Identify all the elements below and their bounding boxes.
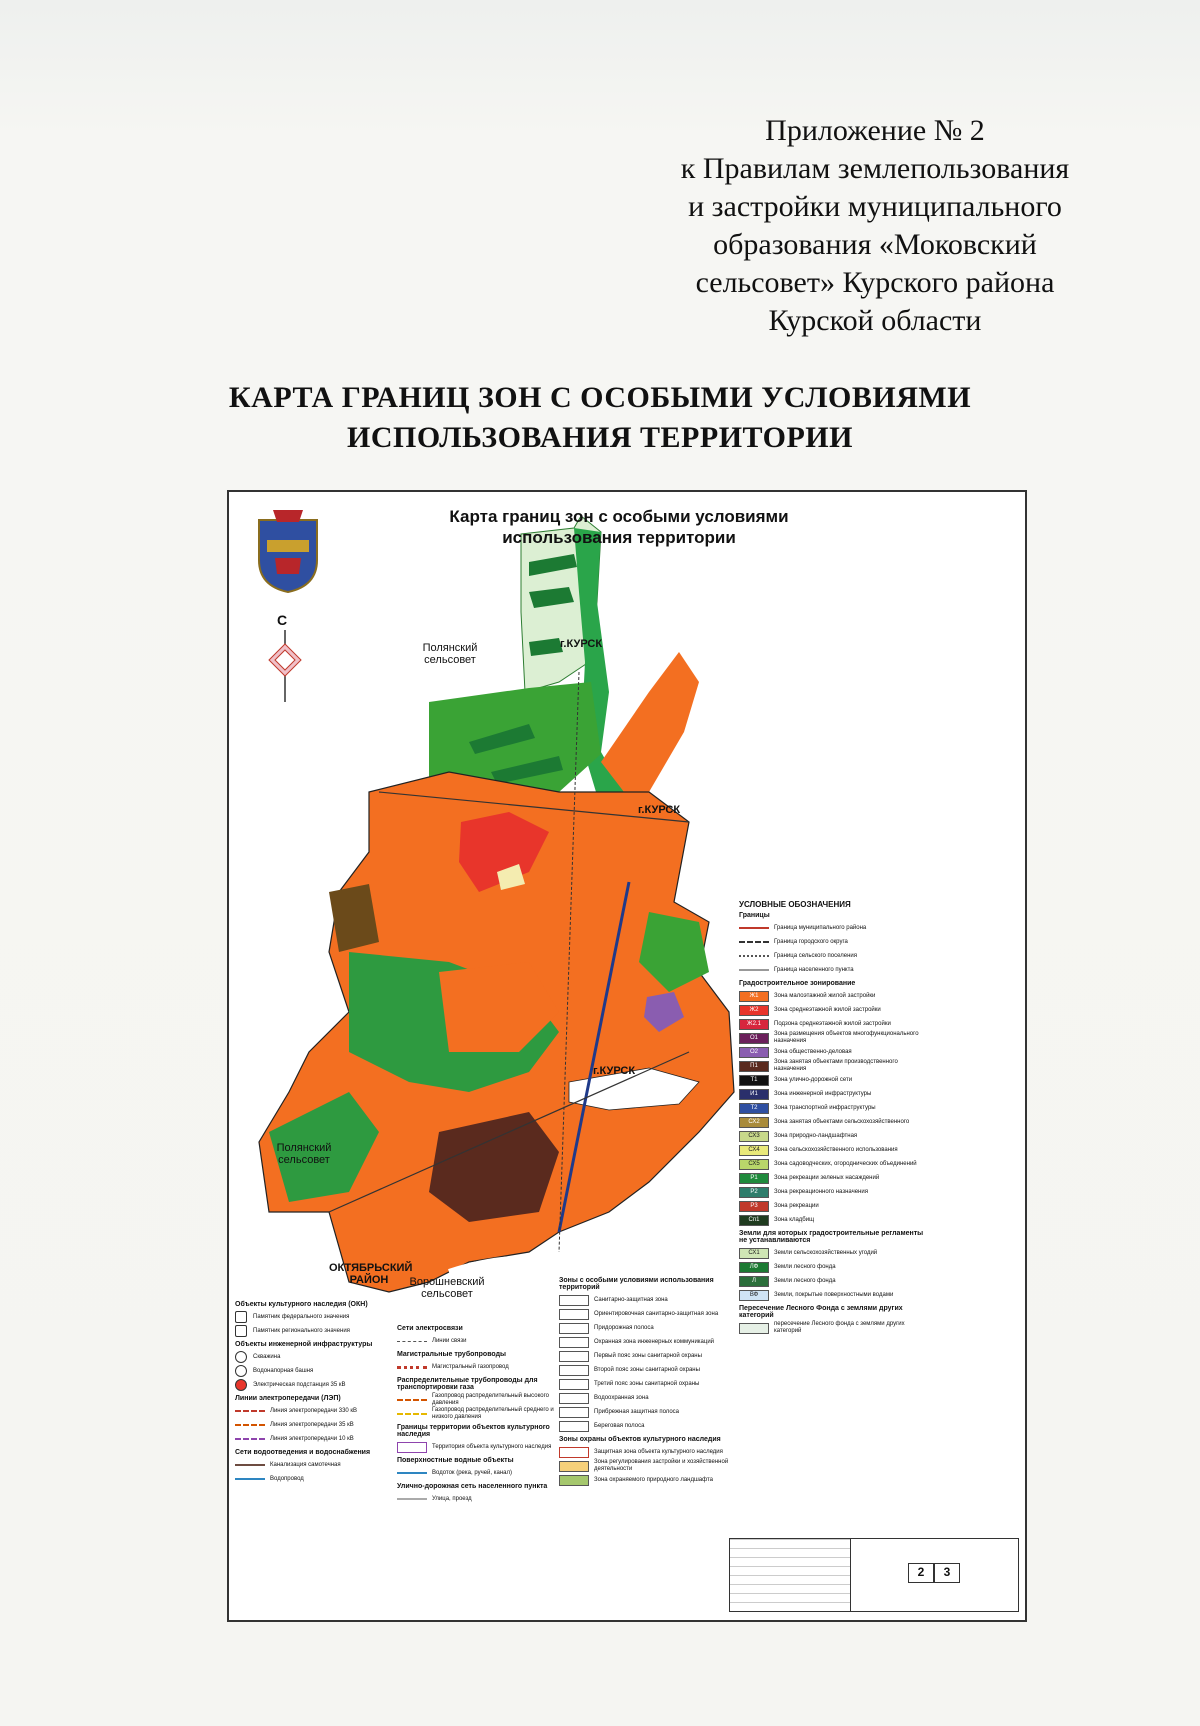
- legend-main: [739, 900, 929, 1335]
- legend-section-title: Зоны с особыми условиями использования территорий: [559, 1277, 714, 1291]
- legend-row: [739, 949, 929, 963]
- sheet-number: 2: [908, 1563, 934, 1583]
- legend-label: Газопровод распределительный среднего и низкого давления: [432, 1407, 554, 1420]
- legend-row: [235, 1364, 395, 1378]
- place-label: [407, 1276, 487, 1300]
- legend-swatch: Л: [739, 1276, 769, 1287]
- appendix-line: и застройки муниципального: [688, 190, 1062, 223]
- legend-section-title: Улично-дорожная сеть населенного пункта: [397, 1483, 548, 1490]
- legend-label: Скважина: [253, 1353, 281, 1360]
- legend-label: Граница населенного пункта: [774, 966, 854, 973]
- north-arrow: [257, 612, 313, 704]
- sheet-count: 3: [934, 1563, 960, 1583]
- legend-row: [397, 1407, 557, 1421]
- stamp-grid: [730, 1539, 851, 1611]
- legend-label: пересечение Лесного фонда с землями других категорий: [774, 1321, 905, 1334]
- zone-list: [739, 989, 929, 1227]
- legend-section-title: Пересечение Лесного Фонда с землями других категорий: [739, 1305, 903, 1319]
- legend-swatch: СХ1: [739, 1248, 769, 1259]
- legend-label: Линия электропередачи 330 кВ: [270, 1407, 358, 1414]
- legend-row: [739, 1288, 929, 1302]
- legend-row: [235, 1432, 395, 1446]
- legend-swatch: Р2: [739, 1187, 769, 1198]
- legend-label: Граница муниципального района: [774, 924, 867, 931]
- legend-section-title: Сети водоотведения и водоснабжения: [235, 1449, 371, 1456]
- north-letter: С: [277, 612, 288, 628]
- appendix-note: [640, 112, 1110, 340]
- legend-row: [559, 1321, 729, 1335]
- legend-label: Санитарно-защитная зона: [594, 1296, 668, 1303]
- place-label-line: Полянский: [422, 642, 478, 654]
- legend-swatch: Ж2: [739, 1005, 769, 1016]
- legend-swatch: П1: [739, 1061, 769, 1072]
- document-title-line: ИСПОЛЬЗОВАНИЯ ТЕРРИТОРИИ: [347, 421, 853, 454]
- legend-bottom-right: [559, 1274, 729, 1487]
- legend-label: Зона садоводческих, огороднических объединений: [774, 1160, 917, 1167]
- legend-label: Памятник регионального значения: [253, 1327, 350, 1334]
- legend-swatch: Ж2.1: [739, 1019, 769, 1030]
- legend-swatch: СХ4: [739, 1145, 769, 1156]
- monument-icon: [235, 1311, 247, 1323]
- legend-section-title: Объекты культурного наследия (ОКН): [235, 1301, 368, 1308]
- legend-row: [235, 1472, 395, 1486]
- place-label-line: Ворошневский: [409, 1276, 485, 1288]
- coat-of-arms-emblem: [253, 510, 323, 594]
- place-label: г.КУРСК: [559, 638, 603, 650]
- legend-swatch: [559, 1407, 589, 1418]
- legend-label: Зона охраняемого природного ландшафта: [594, 1476, 713, 1483]
- legend-label: Зона сельскохозяйственного использования: [774, 1146, 898, 1153]
- legend-row: [235, 1418, 395, 1432]
- legend-bottom-left: [235, 1298, 395, 1486]
- legend-section-title: Зоны охраны объектов культурного наследия: [559, 1436, 721, 1443]
- legend-row: [739, 1059, 929, 1073]
- legend-row: [397, 1393, 557, 1407]
- legend-row: [739, 1031, 929, 1045]
- legend-swatch: И1: [739, 1089, 769, 1100]
- legend-swatch: СХ3: [739, 1131, 769, 1142]
- legend-section-title: Сети электросвязи: [397, 1325, 463, 1332]
- legend-row: [739, 1185, 929, 1199]
- legend-row: [739, 1199, 929, 1213]
- legend-label: Зона природно-ландшафтная: [774, 1132, 858, 1139]
- legend-swatch: ВФ: [739, 1290, 769, 1301]
- legend-swatch: [559, 1295, 589, 1306]
- legend-row: [739, 1115, 929, 1129]
- legend-row: [235, 1324, 395, 1338]
- legend-row: [739, 1073, 929, 1087]
- appendix-line: образования «Моковский: [713, 228, 1037, 261]
- legend-row: [739, 1045, 929, 1059]
- place-label: [329, 1262, 413, 1286]
- legend-row: [739, 963, 929, 977]
- legend-swatch: [559, 1421, 589, 1432]
- legend-row: [559, 1349, 729, 1363]
- legend-row: [739, 921, 929, 935]
- place-label-line: сельсовет: [424, 654, 476, 666]
- legend-swatch: [559, 1323, 589, 1334]
- legend-row: [739, 1260, 929, 1274]
- legend-swatch: [559, 1447, 589, 1458]
- legend-label: Зона инженерной инфраструктуры: [774, 1090, 872, 1097]
- legend-label: Земли сельскохозяйственных угодий: [774, 1249, 878, 1256]
- legend-row: [739, 1129, 929, 1143]
- appendix-line: сельсовет» Курского района: [695, 266, 1055, 299]
- legend-row: [397, 1466, 557, 1480]
- legend-label: Первый пояс зоны санитарной охраны: [594, 1352, 702, 1359]
- map-sheet: [227, 490, 1027, 1622]
- legend-row: [559, 1459, 729, 1473]
- legend-row: [235, 1378, 395, 1392]
- compass-rose-icon: [257, 630, 313, 704]
- legend-section-title: Линии электропередачи (ЛЭП): [235, 1395, 341, 1402]
- legend-label: Зона занятая объектами сельскохозяйственного: [774, 1118, 910, 1125]
- legend-label: Зона рекреации зеленых насаждений: [774, 1174, 880, 1181]
- appendix-line: Приложение № 2: [765, 114, 985, 147]
- legend-title: УСЛОВНЫЕ ОБОЗНАЧЕНИЯ: [739, 900, 851, 909]
- legend-row: [397, 1360, 557, 1374]
- legend-section-title: Объекты инженерной инфраструктуры: [235, 1341, 373, 1348]
- legend-row: [559, 1405, 729, 1419]
- legend-row: [559, 1473, 729, 1487]
- place-label-line: ОКТЯБРЬСКИЙ: [329, 1262, 413, 1274]
- legend-label: Зона рекреационного назначения: [774, 1188, 868, 1195]
- place-label: г.КУРСК: [592, 1065, 636, 1077]
- legend-section-title: Поверхностные водные объекты: [397, 1457, 514, 1464]
- legend-row: [559, 1377, 729, 1391]
- legend-label: Зона регулирования застройки и хозяйственной деятельности: [594, 1459, 729, 1472]
- legend-row: [397, 1440, 557, 1454]
- legend-label: Зона среднеэтажной жилой застройки: [774, 1006, 881, 1013]
- legend-label: Водонапорная башня: [253, 1367, 314, 1374]
- legend-section-title: Границы: [739, 912, 770, 919]
- place-label: [269, 1142, 339, 1166]
- legend-label: Территория объекта культурного наследия: [432, 1443, 552, 1450]
- place-label-line: Полянский: [276, 1142, 332, 1154]
- legend-row: [739, 1213, 929, 1227]
- legend-swatch: [559, 1337, 589, 1348]
- legend-label: Прибрежная защитная полоса: [594, 1408, 680, 1415]
- legend-row: [739, 1101, 929, 1115]
- legend-label: Граница сельского поселения: [774, 952, 858, 959]
- legend-row: [739, 1087, 929, 1101]
- legend-label: Линии связи: [432, 1337, 467, 1344]
- legend-row: [739, 935, 929, 949]
- document-title: [120, 378, 1080, 458]
- legend-label: Зона малоэтажной жилой застройки: [774, 992, 876, 999]
- legend-label: Охранная зона инженерных коммуникаций: [594, 1338, 715, 1345]
- legend-swatch: [559, 1365, 589, 1376]
- map-title: [389, 506, 849, 548]
- legend-row: [739, 1157, 929, 1171]
- map-title-line: Карта границ зон с особыми условиями: [449, 507, 789, 526]
- legend-swatch: СХ2: [739, 1117, 769, 1128]
- legend-swatch: [559, 1379, 589, 1390]
- legend-row: [739, 1017, 929, 1031]
- legend-swatch: [559, 1351, 589, 1362]
- document-title-line: КАРТА ГРАНИЦ ЗОН С ОСОБЫМИ УСЛОВИЯМИ: [228, 381, 972, 414]
- appendix-line: к Правилам землепользования: [680, 152, 1070, 185]
- legend-swatch: О1: [739, 1033, 769, 1044]
- legend-swatch: [559, 1461, 589, 1472]
- legend-label: Линия электропередачи 35 кВ: [270, 1421, 354, 1428]
- legend-row: [559, 1293, 729, 1307]
- place-label-line: сельсовет: [278, 1154, 330, 1166]
- place-label-line: сельсовет: [421, 1288, 473, 1300]
- legend-label: Зона кладбищ: [774, 1216, 815, 1223]
- legend-section-title: Градостроительное зонирование: [739, 980, 856, 987]
- legend-label: Ориентировочная санитарно-защитная зона: [594, 1310, 719, 1317]
- legend-label: Водоохранная зона: [594, 1394, 649, 1401]
- legend-section-title: Границы территории объектов культурного наследия: [397, 1424, 550, 1438]
- legend-swatch: СХ5: [739, 1159, 769, 1170]
- legend-swatch: Р3: [739, 1201, 769, 1212]
- legend-row: [235, 1310, 395, 1324]
- legend-swatch: [559, 1309, 589, 1320]
- legend-label: Памятник федерального значения: [253, 1313, 350, 1320]
- legend-label: Земли, покрытые поверхностными водами: [774, 1291, 894, 1298]
- legend-label: Линия электропередачи 10 кВ: [270, 1435, 354, 1442]
- well-icon: [235, 1351, 247, 1363]
- legend-swatch: [559, 1393, 589, 1404]
- legend-row: [397, 1334, 557, 1348]
- legend-label: Магистральный газопровод: [432, 1363, 509, 1370]
- legend-label: Зона размещения объектов многофункционального назначения: [774, 1031, 919, 1044]
- title-block-stamp: [729, 1538, 1019, 1612]
- legend-section-title: Распределительные трубопроводы для транспортировки газа: [397, 1377, 538, 1391]
- legend-label: Земли лесного фонда: [774, 1277, 836, 1284]
- legend-row: [559, 1335, 729, 1349]
- legend-swatch: Т2: [739, 1103, 769, 1114]
- legend-row: [739, 1003, 929, 1017]
- place-label: г.КУРСК: [637, 804, 681, 816]
- legend-label: Граница городского округа: [774, 938, 848, 945]
- legend-row: [739, 989, 929, 1003]
- legend-label: Защитная зона объекта культурного наследия: [594, 1448, 723, 1455]
- legend-label: Береговая полоса: [594, 1422, 645, 1429]
- legend-row: [739, 1143, 929, 1157]
- legend-label: Третий пояс зоны санитарной охраны: [594, 1380, 700, 1387]
- legend-swatch: [559, 1475, 589, 1486]
- legend-swatch: Сп1: [739, 1215, 769, 1226]
- legend-row: [739, 1246, 929, 1260]
- legend-row: [235, 1350, 395, 1364]
- legend-label: Газопровод распределительный высокого давления: [432, 1393, 549, 1406]
- monument-icon: [235, 1325, 247, 1337]
- legend-label: Зона общественно-деловая: [774, 1048, 852, 1055]
- legend-row: [739, 1321, 929, 1335]
- map-title-line: использования территории: [502, 528, 736, 547]
- legend-row: [559, 1363, 729, 1377]
- legend-label: Земли лесного фонда: [774, 1263, 836, 1270]
- substation-icon: [235, 1379, 247, 1391]
- legend-label: Улица, проезд: [432, 1495, 472, 1502]
- northeast-residential: [601, 652, 699, 792]
- appendix-line: Курской области: [768, 304, 982, 337]
- water-tower-icon: [235, 1365, 247, 1377]
- legend-section-title: Магистральные трубопроводы: [397, 1351, 507, 1358]
- legend-swatch: Ж1: [739, 991, 769, 1002]
- special-zone-list: [559, 1293, 729, 1433]
- legend-row: [559, 1419, 729, 1433]
- legend-section-title: Земли для которых градостроительные регламенты не устанавливаются: [739, 1230, 924, 1244]
- legend-swatch: [397, 1442, 427, 1453]
- legend-swatch: Р1: [739, 1173, 769, 1184]
- legend-row: [559, 1445, 729, 1459]
- legend-row: [559, 1307, 729, 1321]
- legend-label: Водопровод: [270, 1475, 304, 1482]
- legend-swatch: [739, 1323, 769, 1334]
- legend-swatch: Т1: [739, 1075, 769, 1086]
- legend-label: Электрическая подстанция 35 кВ: [253, 1381, 346, 1388]
- legend-row: [235, 1458, 395, 1472]
- legend-row: [397, 1492, 557, 1506]
- legend-label: Канализация самотечная: [270, 1461, 341, 1468]
- legend-label: Второй пояс зоны санитарной охраны: [594, 1366, 700, 1373]
- legend-label: Подзона среднеэтажной жилой застройки: [774, 1020, 891, 1027]
- legend-label: Водоток (река, ручей, канал): [432, 1469, 512, 1476]
- place-label: [415, 642, 485, 666]
- legend-swatch: ЛФ: [739, 1262, 769, 1273]
- legend-label: Зона улично-дорожной сети: [774, 1076, 853, 1083]
- place-label-line: РАЙОН: [349, 1274, 389, 1286]
- legend-row: [235, 1404, 395, 1418]
- legend-bottom-mid: [397, 1322, 557, 1506]
- legend-label: Зона занятая объектами производственного назначения: [774, 1059, 898, 1072]
- legend-label: Придорожная полоса: [594, 1324, 654, 1331]
- legend-row: [559, 1391, 729, 1405]
- legend-label: Зона транспортной инфраструктуры: [774, 1104, 876, 1111]
- land-list: [739, 1246, 929, 1302]
- legend-label: Зона рекреации: [774, 1202, 819, 1209]
- legend-swatch: О2: [739, 1047, 769, 1058]
- legend-row: [739, 1274, 929, 1288]
- legend-row: [739, 1171, 929, 1185]
